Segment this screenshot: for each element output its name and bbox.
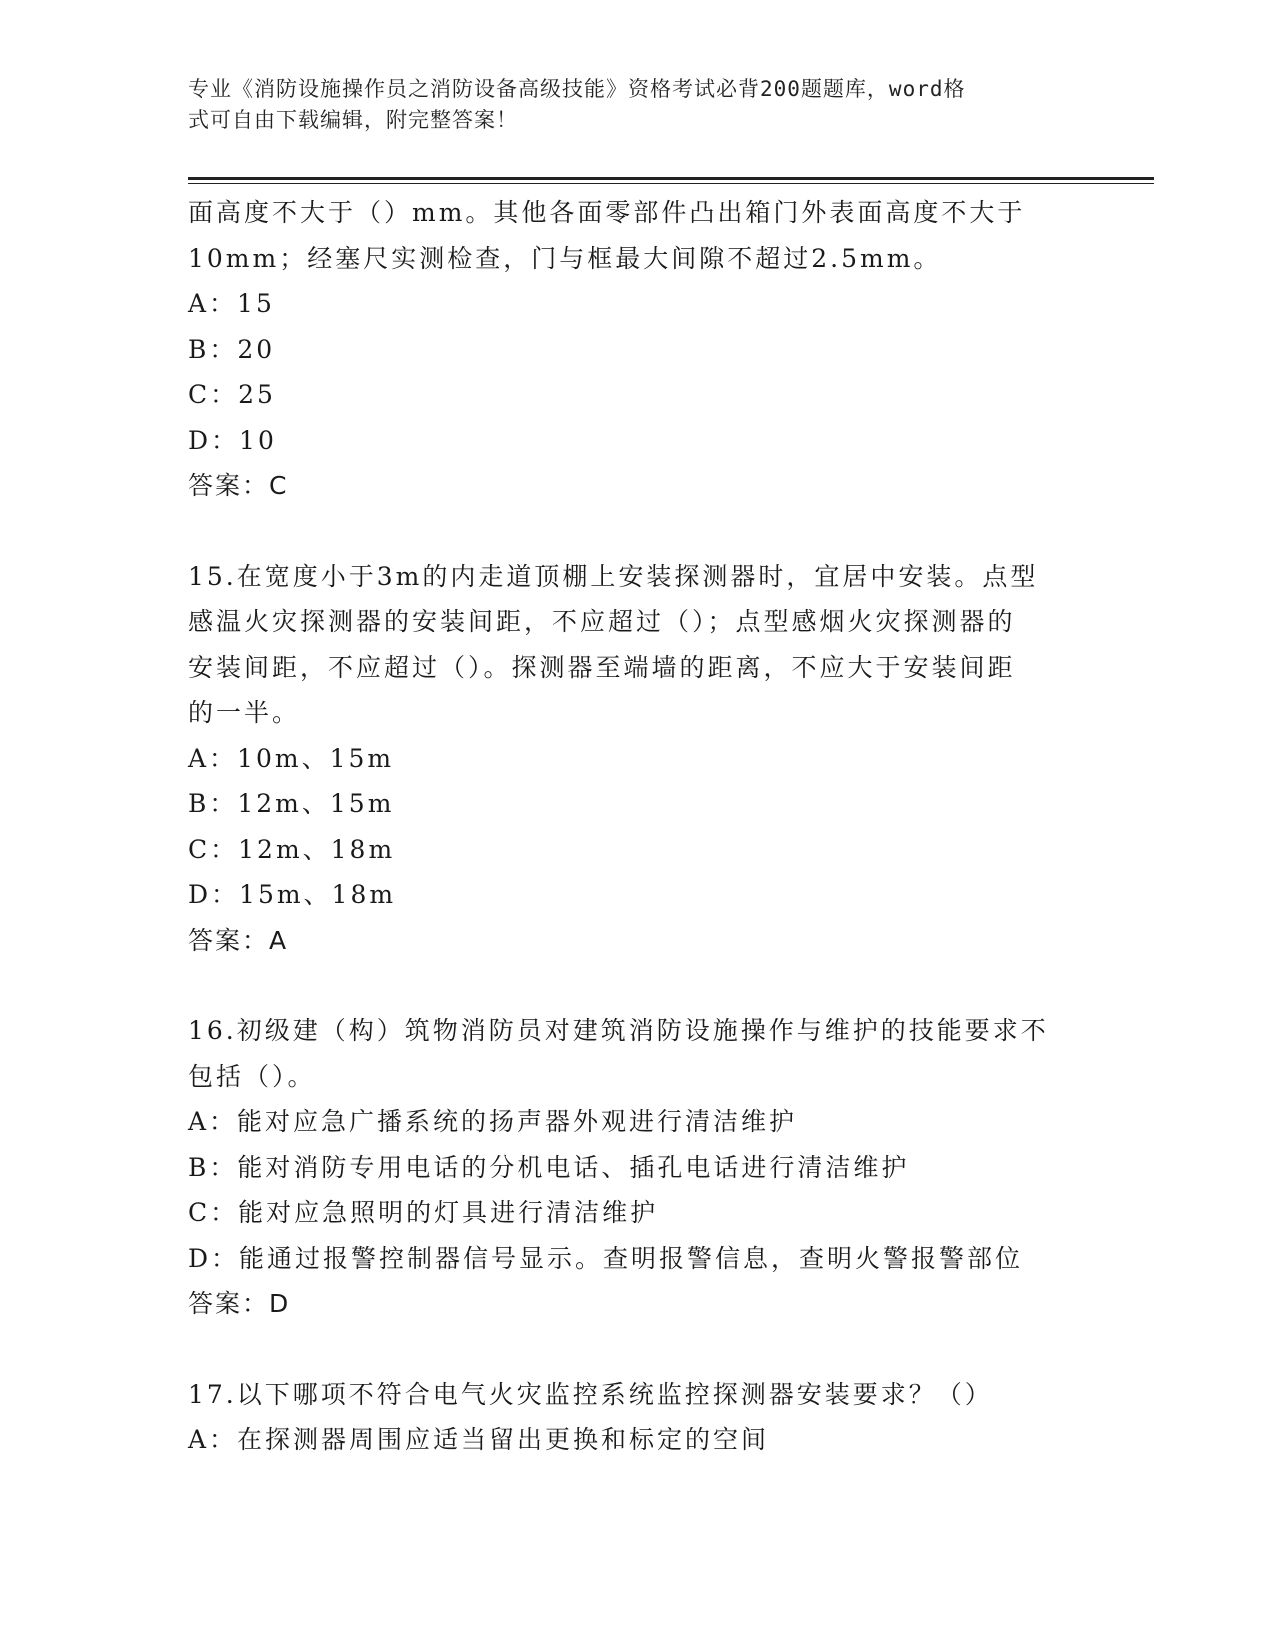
header-divider-thick [188, 177, 1154, 180]
question-text-line: 15.在宽度小于3m的内走道顶棚上安装探测器时，宜居中安装。点型 [188, 561, 1039, 591]
option-d: D：能通过报警控制器信号显示。查明报警信息，查明火警报警部位 [188, 1243, 1024, 1273]
option-d: D：15m、18m [188, 880, 397, 909]
option-a: A：在探测器周围应适当留出更换和标定的空间 [188, 1425, 770, 1454]
question-14-tail [188, 190, 1088, 509]
question-text-line: 包括（）。 [188, 1061, 316, 1091]
answer-line: 答案：C [188, 471, 289, 500]
document-header [188, 74, 1068, 136]
header-line-2: 式可自由下载编辑，附完整答案！ [188, 108, 518, 132]
answer-line: 答案：A [188, 925, 289, 955]
question-text-line: 16.初级建（构）筑物消防员对建筑消防设施操作与维护的技能要求不 [188, 1016, 1049, 1045]
option-a: A：10m、15m [188, 743, 395, 773]
question-text-line: 的一半。 [188, 698, 301, 727]
question-15 [188, 554, 1088, 964]
question-text-line: 17.以下哪项不符合电气火灾监控系统监控探测器安装要求？（） [188, 1379, 993, 1409]
question-spacer [188, 963, 1088, 1008]
question-text-line: 安装间距，不应超过（）。探测器至端墙的距离，不应大于安装间距 [188, 652, 1016, 682]
question-content [188, 190, 1088, 1463]
question-16 [188, 1008, 1088, 1327]
header-line-1: 专业《消防设施操作员之消防设备高级技能》资格考试必背200题题库，word格 [188, 77, 966, 101]
option-d: D：10 [188, 425, 277, 455]
question-text-line: 感温火灾探测器的安装间距，不应超过（）；点型感烟火灾探测器的 [188, 607, 1016, 636]
option-a: A：15 [188, 289, 275, 318]
option-c: C：25 [188, 380, 276, 409]
question-spacer [188, 509, 1088, 554]
header-divider-thin [188, 183, 1154, 184]
option-b: B：20 [188, 334, 276, 364]
question-text-line: 10mm；经塞尺实测检查，门与框最大间隙不超过2.5mm。 [188, 243, 942, 273]
question-text-line: 面高度不大于（）mm。其他各面零部件凸出箱门外表面高度不大于 [188, 198, 1026, 227]
answer-line: 答案：D [188, 1289, 291, 1318]
option-b: B：12m、15m [188, 789, 395, 818]
question-17 [188, 1372, 1088, 1463]
question-spacer [188, 1327, 1088, 1372]
option-b: B：能对消防专用电话的分机电话、插孔电话进行清洁维护 [188, 1152, 910, 1182]
option-c: C：12m、18m [188, 834, 396, 864]
option-a: A：能对应急广播系统的扬声器外观进行清洁维护 [188, 1107, 798, 1136]
option-c: C：能对应急照明的灯具进行清洁维护 [188, 1198, 659, 1227]
